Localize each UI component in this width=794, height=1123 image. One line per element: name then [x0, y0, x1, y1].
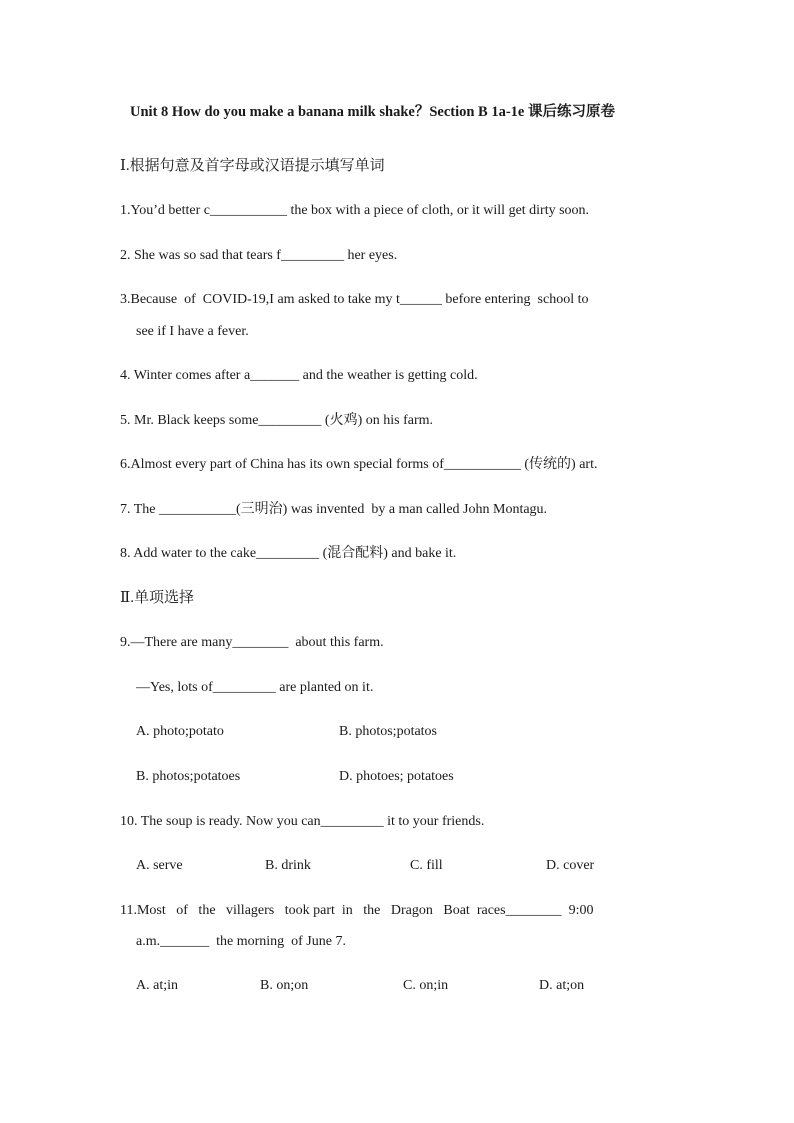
question-8: 8. Add water to the cake_________ (混合配料) and bake it. — [120, 546, 457, 561]
question-10-option-c: C. fill — [410, 858, 443, 873]
question-3-line-2: see if I have a fever. — [136, 324, 249, 339]
question-2: 2. She was so sad that tears f_________ her eyes. — [120, 248, 398, 263]
question-11-line-1: 11.Most of the villagers took part in the Dragon Boat races________ 9:00 — [120, 903, 594, 918]
document-title: Unit 8 How do you make a banana milk shake？Section B 1a-1e 课后练习原卷 — [130, 104, 615, 120]
question-7: 7. The ___________(三明治) was invented by a man called John Montagu. — [120, 502, 548, 517]
question-10-option-d: D. cover — [546, 858, 595, 873]
question-11-option-a: A. at;in — [136, 978, 178, 993]
question-9-line-2: —Yes, lots of_________ are planted on it. — [136, 680, 374, 695]
question-9-option-a: A. photo;potato — [136, 724, 224, 739]
question-3-line-1: 3.Because of COVID-19,I am asked to take my t______ before entering school to — [120, 292, 589, 307]
question-11-option-c: C. on;in — [403, 978, 449, 993]
question-11-line-2: a.m._______ the morning of June 7. — [136, 934, 346, 949]
question-6: 6.Almost every part of China has its own special forms of___________ (传统的) art. — [120, 457, 598, 472]
question-5: 5. Mr. Black keeps some_________ (火鸡) on his farm. — [120, 413, 434, 428]
question-10: 10. The soup is ready. Now you can_________ it to your friends. — [120, 814, 485, 829]
question-4: 4. Winter comes after a_______ and the weather is getting cold. — [120, 368, 478, 383]
question-10-option-a: A. serve — [136, 858, 183, 873]
question-10-option-b: B. drink — [265, 858, 311, 873]
section-heading-multiple-choice: Ⅱ.单项选择 — [120, 590, 194, 606]
question-9-option-d: D. photoes; potatoes — [339, 769, 454, 784]
question-9-option-c: B. photos;potatoes — [136, 769, 241, 784]
question-9-line-1: 9.—There are many________ about this farm. — [120, 635, 384, 650]
question-1: 1.You’d better c___________ the box with a piece of cloth, or it will get dirty soon. — [120, 203, 590, 218]
question-9-option-b: B. photos;potatos — [339, 724, 438, 739]
section-heading-fill-in: Ⅰ.根据句意及首字母或汉语提示填写单词 — [120, 158, 385, 174]
question-11-option-b: B. on;on — [260, 978, 309, 993]
question-11-option-d: D. at;on — [539, 978, 585, 993]
